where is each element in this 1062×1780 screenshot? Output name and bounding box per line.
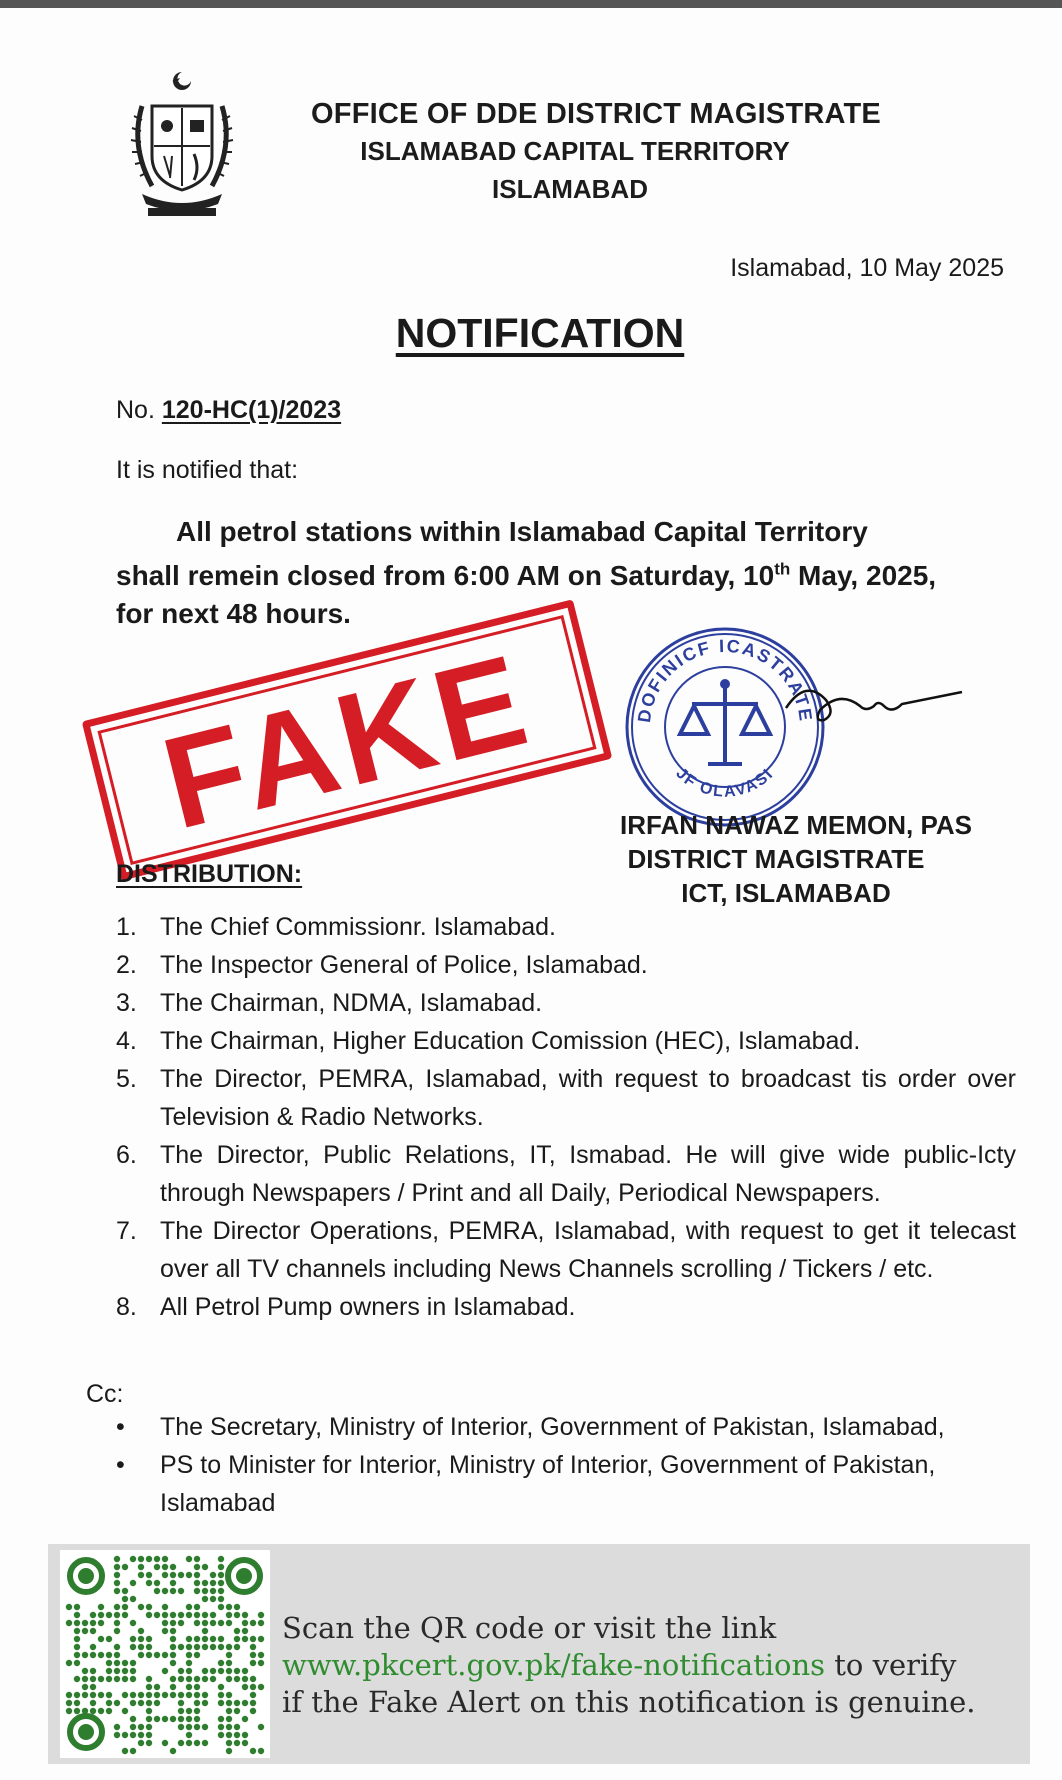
distribution-list (116, 908, 1016, 1326)
seal-top-text: DOFINICF ICASTRATE (633, 635, 817, 724)
list-item-text: PS to Minister for Interior, Ministry of Interior, Government of Pakistan, Islamabad (160, 1451, 936, 1517)
list-item-number: 5. (116, 1065, 137, 1093)
qr-code-icon[interactable] (60, 1550, 270, 1758)
signer-name: IRFAN NAWAZ MEMON, PAS (620, 810, 972, 840)
state-emblem-icon (112, 66, 252, 226)
list-item (116, 1136, 1016, 1212)
reference-number (116, 396, 341, 425)
list-bullet: • (116, 1413, 125, 1441)
list-item (116, 1212, 1016, 1288)
list-item-text: All Petrol Pump owners in Islamabad. (160, 1293, 576, 1321)
fake-stamp (82, 599, 613, 881)
list-item-text: The Chairman, Higher Education Comission (HEC), Islamabad. (160, 1027, 861, 1055)
verification-link[interactable]: www.pkcert.gov.pk/fake-notifications (282, 1648, 826, 1682)
body-line-2-sup: th (774, 560, 791, 579)
reference-value: 120-HC(1)/2023 (161, 396, 342, 424)
list-item-number: 6. (116, 1141, 137, 1169)
list-item (116, 908, 1016, 946)
list-item-number: 4. (116, 1027, 137, 1055)
list-item-text: The Chairman, NDMA, Islamabad. (160, 989, 543, 1017)
intro-text: It is notified that: (116, 456, 299, 484)
signature-icon (780, 668, 980, 738)
footer-line-2 (282, 1647, 1022, 1684)
list-item-text: The Inspector General of Police, Islamabad. (160, 951, 648, 979)
reference-prefix: No. (116, 396, 155, 424)
seal-bottom-text: JF OLAVASI (672, 764, 778, 801)
signer-designation: DISTRICT MAGISTRATE (627, 844, 925, 874)
list-item-text: The Director, PEMRA, Islamabad, with request to broadcast tis order over Television & Radio Networks. (160, 1065, 1016, 1131)
list-item-text: The Secretary, Ministry of Interior, Government of Pakistan, Islamabad, (160, 1413, 945, 1441)
list-item-number: 1. (116, 913, 137, 941)
list-bullet: • (116, 1451, 125, 1479)
cc-list (116, 1408, 1016, 1522)
office-subtitle: ISLAMABAD CAPITAL TERRITORY (360, 136, 790, 166)
office-city: ISLAMABAD (492, 174, 648, 204)
list-item (116, 1408, 1016, 1446)
list-item (116, 1022, 1016, 1060)
body-line-2-start: shall remein closed from 6:00 AM on Saturday, 10 (116, 560, 775, 592)
footer-line-3: if the Fake Alert on this notification is genuine. (282, 1685, 976, 1719)
list-item-text: The Chief Commissionr. Islamabad. (160, 913, 556, 941)
body-line-2-end: May, 2025, (790, 560, 937, 592)
list-item-number: 7. (116, 1217, 137, 1245)
list-item-text: The Director, Public Relations, IT, Ismabad. He will give wide public-Icty through Newspapers / Print and all Daily, Periodical Newspapers. (160, 1141, 1016, 1207)
list-item (116, 984, 1016, 1022)
list-item (116, 1288, 1016, 1326)
notification-document (0, 8, 1062, 1780)
footer-line-2-suffix: to verify (825, 1648, 957, 1682)
footer-message (282, 1610, 1022, 1721)
body-line-3: for next 48 hours. (116, 598, 351, 630)
list-item (116, 946, 1016, 984)
fake-stamp-text: FAKE (149, 625, 545, 857)
cc-heading: Cc: (86, 1380, 124, 1408)
list-item (116, 1446, 1016, 1522)
notification-date: Islamabad, 10 May 2025 (730, 254, 1004, 282)
distribution-heading: DISTRIBUTION: (116, 860, 303, 888)
list-item-number: 8. (116, 1293, 137, 1321)
list-item-number: 3. (116, 989, 137, 1017)
body-line-2 (116, 560, 936, 591)
footer-line-1: Scan the QR code or visit the link (282, 1611, 777, 1645)
signer-office: ICT, ISLAMABAD (681, 878, 891, 908)
verification-footer (48, 1544, 1030, 1764)
office-title: OFFICE OF DDE DISTRICT MAGISTRATE (311, 98, 881, 130)
body-line-1: All petrol stations within Islamabad Capital Territory (176, 516, 868, 547)
list-item-number: 2. (116, 951, 137, 979)
page-title: NOTIFICATION (395, 310, 685, 356)
list-item-text: The Director Operations, PEMRA, Islamabad, with request to get it telecast over all TV channels including News Channels scrolling / Tickers / etc. (160, 1217, 1016, 1283)
top-bar (0, 0, 1062, 8)
list-item (116, 1060, 1016, 1136)
svg-text:JF OLAVASI (673, 765, 778, 801)
